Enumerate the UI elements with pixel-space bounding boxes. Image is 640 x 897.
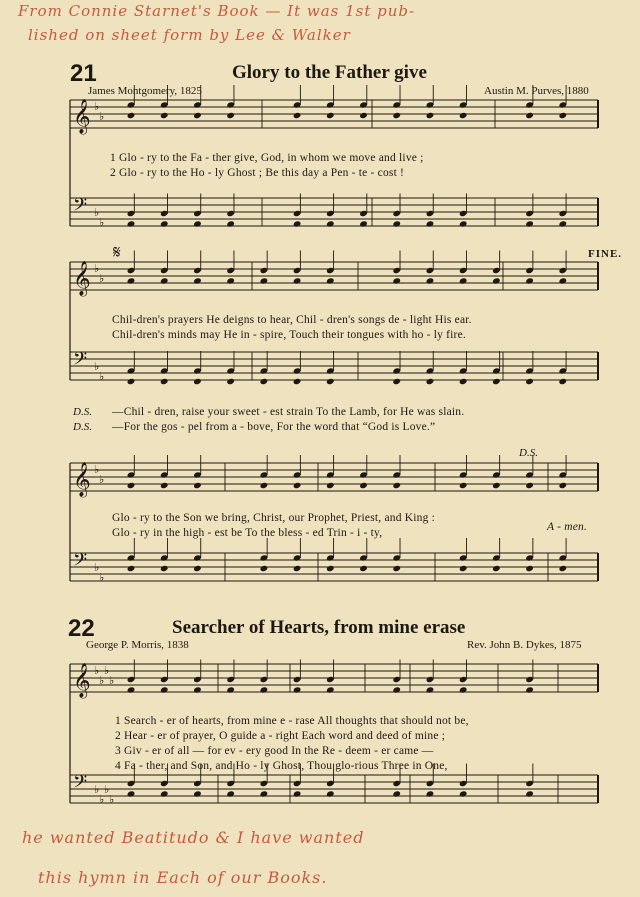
notehead xyxy=(426,686,435,693)
notehead xyxy=(293,482,302,489)
notehead xyxy=(226,220,235,227)
notehead xyxy=(525,686,534,693)
notehead xyxy=(193,112,202,119)
notehead xyxy=(392,482,401,489)
notehead xyxy=(260,378,269,385)
notehead xyxy=(459,790,468,797)
notehead xyxy=(226,277,235,284)
notehead xyxy=(459,277,468,284)
notehead xyxy=(359,220,368,227)
flat-icon: ♭ xyxy=(94,783,100,796)
notehead xyxy=(426,220,435,227)
notehead xyxy=(359,112,368,119)
flat-icon: ♭ xyxy=(99,272,105,285)
amen-text: A - men. xyxy=(547,521,588,533)
notehead xyxy=(525,790,534,797)
notehead xyxy=(127,790,136,797)
hymn-title: Glory to the Father give xyxy=(232,62,427,83)
handwritten-note-bottom-2: this hymn in Each of our Books. xyxy=(38,868,328,887)
hymn-title: Searcher of Hearts, from mine erase xyxy=(172,617,466,638)
notehead xyxy=(426,112,435,119)
flat-icon: ♭ xyxy=(99,473,105,486)
notehead xyxy=(260,482,269,489)
notehead xyxy=(392,112,401,119)
notehead xyxy=(193,686,202,693)
notehead xyxy=(426,790,435,797)
notehead xyxy=(293,378,302,385)
notehead xyxy=(293,790,302,797)
notehead xyxy=(160,790,169,797)
notehead xyxy=(392,378,401,385)
treble-clef-icon: 𝄞 xyxy=(73,462,91,497)
notehead xyxy=(160,686,169,693)
notehead xyxy=(260,790,269,797)
bass-clef-icon: 𝄢 xyxy=(73,550,88,575)
notehead xyxy=(492,378,501,385)
notehead xyxy=(426,378,435,385)
lyric-line: 2 Glo - ry to the Ho - ly Ghost ; Be this day a Pen - te - cost ! xyxy=(110,167,405,179)
flat-icon: ♭ xyxy=(94,206,100,219)
bass-clef-icon: 𝄢 xyxy=(73,195,88,220)
hymn-author: George P. Morris, 1838 xyxy=(86,639,189,651)
ds-lyric-line: —Chil - dren, raise your sweet - est strain To the Lamb, for He was slain. xyxy=(112,406,465,418)
handwritten-note-bottom-1: he wanted Beatitudo & I have wanted xyxy=(22,828,365,847)
notehead xyxy=(160,277,169,284)
notehead xyxy=(525,220,534,227)
notehead xyxy=(426,277,435,284)
notehead xyxy=(160,112,169,119)
bass-clef-icon: 𝄢 xyxy=(73,772,88,797)
notehead xyxy=(359,482,368,489)
notehead xyxy=(492,565,501,572)
hymn-author: James Montgomery, 1825 xyxy=(88,85,202,97)
notehead xyxy=(293,565,302,572)
flat-icon: ♭ xyxy=(109,793,115,806)
bass-clef-icon: 𝄢 xyxy=(73,349,88,374)
notehead xyxy=(392,277,401,284)
notehead xyxy=(293,277,302,284)
notehead xyxy=(127,112,136,119)
segno-icon: 𝄋 xyxy=(113,242,121,263)
notehead xyxy=(459,482,468,489)
notehead xyxy=(293,686,302,693)
flat-icon: ♭ xyxy=(94,561,100,574)
notehead xyxy=(226,112,235,119)
lyric-line: Chil-dren's prayers He deigns to hear, Chil - dren's songs de - light His ear. xyxy=(112,314,472,326)
flat-icon: ♭ xyxy=(94,463,100,476)
handwritten-note-top-2: lished on sheet form by Lee & Walker xyxy=(28,26,351,44)
notehead xyxy=(127,565,136,572)
notehead xyxy=(525,482,534,489)
flat-icon: ♭ xyxy=(99,110,105,123)
notehead xyxy=(326,565,335,572)
lyric-line: Glo - ry in the high - est be To the bless - ed Trin - i - ty, xyxy=(112,527,383,539)
notehead xyxy=(226,378,235,385)
hymn-number: 22 xyxy=(68,615,95,642)
notehead xyxy=(193,565,202,572)
notehead xyxy=(459,686,468,693)
hymn-composer: Rev. John B. Dykes, 1875 xyxy=(467,639,582,651)
ds-mark: D.S. xyxy=(519,447,538,459)
ds-lyric-line: —For the gos - pel from a - bove, For the word that “God is Love.” xyxy=(112,421,436,433)
notehead xyxy=(160,482,169,489)
notehead xyxy=(226,686,235,693)
notehead xyxy=(293,112,302,119)
notehead xyxy=(559,277,568,284)
notehead xyxy=(559,220,568,227)
notehead xyxy=(160,565,169,572)
hymn-number: 21 xyxy=(70,60,97,87)
notehead xyxy=(392,686,401,693)
notehead xyxy=(459,220,468,227)
lyric-line: 2 Hear - er of prayer, O guide a - right Each word and deed of mine ; xyxy=(115,730,446,742)
notehead xyxy=(127,277,136,284)
notehead xyxy=(326,686,335,693)
notehead xyxy=(459,378,468,385)
notehead xyxy=(160,220,169,227)
lyric-line: Glo - ry to the Son we bring, Christ, our Prophet, Priest, and King : xyxy=(112,512,435,524)
notehead xyxy=(127,378,136,385)
flat-icon: ♭ xyxy=(94,664,100,677)
notehead xyxy=(525,112,534,119)
flat-icon: ♭ xyxy=(94,360,100,373)
lyric-line: 1 Glo - ry to the Fa - ther give, God, in whom we move and live ; xyxy=(110,152,424,164)
notehead xyxy=(326,277,335,284)
notehead xyxy=(559,112,568,119)
hymn-composer: Austin M. Purves, 1880 xyxy=(484,85,589,97)
notehead xyxy=(160,378,169,385)
flat-icon: ♭ xyxy=(104,664,110,677)
notehead xyxy=(559,565,568,572)
notehead xyxy=(127,220,136,227)
notehead xyxy=(359,565,368,572)
notehead xyxy=(260,565,269,572)
notehead xyxy=(392,790,401,797)
lyric-line: 1 Search - er of hearts, from mine e - rase All thoughts that should not be, xyxy=(115,715,469,727)
notehead xyxy=(193,790,202,797)
flat-icon: ♭ xyxy=(99,370,105,383)
flat-icon: ♭ xyxy=(104,783,110,796)
notehead xyxy=(559,482,568,489)
notehead xyxy=(392,220,401,227)
notehead xyxy=(293,220,302,227)
notehead xyxy=(525,378,534,385)
notehead xyxy=(559,378,568,385)
handwritten-note-top-1: From Connie Starnet's Book — It was 1st pub- xyxy=(18,2,416,20)
notehead xyxy=(492,277,501,284)
ds-label: D.S. xyxy=(73,406,92,418)
notehead xyxy=(492,482,501,489)
notehead xyxy=(326,378,335,385)
lyric-line: Chil-dren's minds may He in - spire, Touch their tongues with ho - ly fire. xyxy=(112,329,466,341)
notehead xyxy=(326,790,335,797)
treble-clef-icon: 𝄞 xyxy=(73,663,91,698)
lyric-line: 3 Giv - er of all — for ev - ery good In the Re - deem - er came — xyxy=(115,745,434,757)
notehead xyxy=(326,482,335,489)
fine-mark: FINE. xyxy=(588,248,623,260)
flat-icon: ♭ xyxy=(99,571,105,584)
flat-icon: ♭ xyxy=(109,674,115,687)
notehead xyxy=(127,482,136,489)
notehead xyxy=(459,565,468,572)
treble-clef-icon: 𝄞 xyxy=(73,99,91,134)
notehead xyxy=(226,790,235,797)
notehead xyxy=(525,277,534,284)
notehead xyxy=(193,277,202,284)
notehead xyxy=(260,277,269,284)
flat-icon: ♭ xyxy=(99,793,105,806)
flat-icon: ♭ xyxy=(99,216,105,229)
ds-label: D.S. xyxy=(73,421,92,433)
flat-icon: ♭ xyxy=(94,262,100,275)
notehead xyxy=(193,378,202,385)
treble-clef-icon: 𝄞 xyxy=(73,261,91,296)
flat-icon: ♭ xyxy=(94,100,100,113)
notehead xyxy=(326,112,335,119)
notehead xyxy=(326,220,335,227)
notehead xyxy=(392,565,401,572)
lyric-line: 4 Fa - ther, and Son, and Ho - ly Ghost, Thou glo-rious Three in One, xyxy=(115,760,448,772)
notehead xyxy=(459,112,468,119)
flat-icon: ♭ xyxy=(99,674,105,687)
notehead xyxy=(193,220,202,227)
notehead xyxy=(260,686,269,693)
notehead xyxy=(193,482,202,489)
notehead xyxy=(525,565,534,572)
notehead xyxy=(127,686,136,693)
